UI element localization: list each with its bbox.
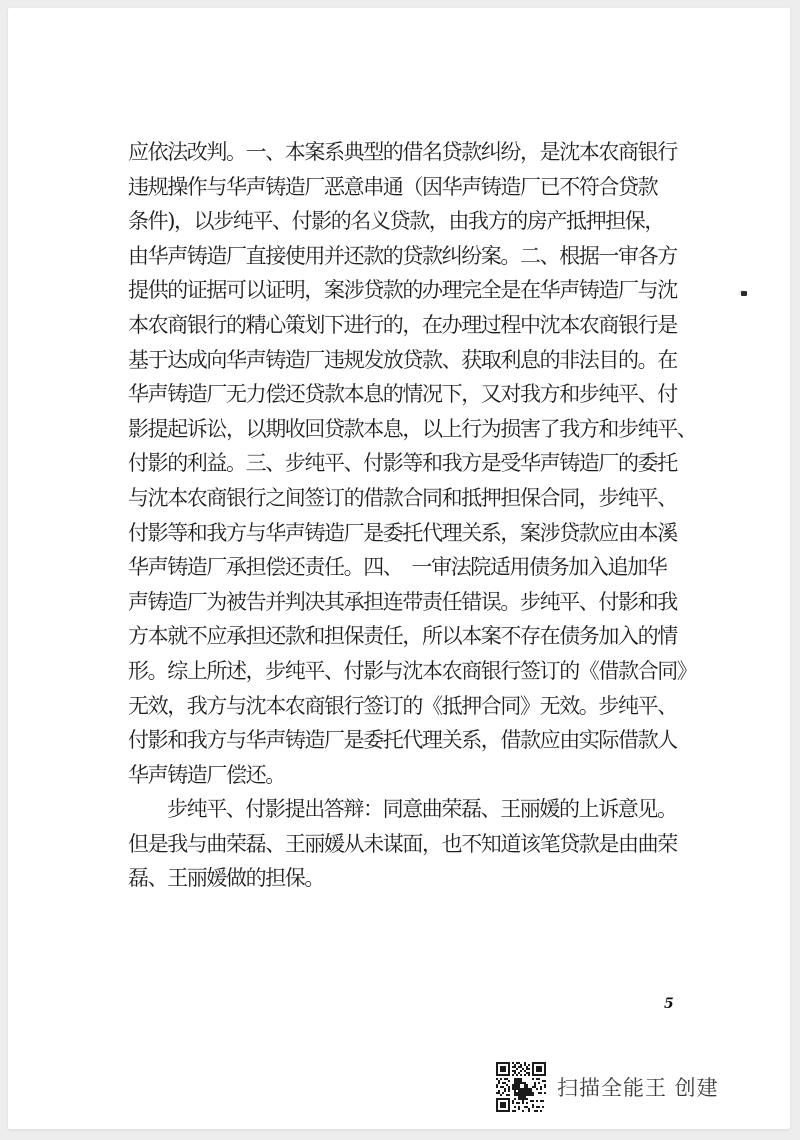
text-line-paragraph-start: 步纯平、付影提出答辩：同意曲荣磊、王丽媛的上诉意见。: [167, 797, 677, 822]
text-line: 华声铸造厂承担偿还责任。四、 一审法院适用债务加入追加华: [128, 555, 667, 580]
document-page: [8, 8, 790, 1129]
text-line: 付影和我方与华声铸造厂是委托代理关系，借款应由实际借款人: [128, 728, 677, 753]
text-line: 违规操作与华声铸造厂恶意串通（因华声铸造厂已不符合贷款: [128, 174, 658, 199]
text-line: 影提起诉讼，以期收回贷款本息，以上行为损害了我方和步纯平、: [128, 416, 697, 441]
text-line: 本农商银行的精心策划下进行的，在办理过程中沈本农商银行是: [128, 312, 677, 337]
document-text: [128, 135, 698, 896]
text-line: 华声铸造厂无力偿还贷款本息的情况下，又对我方和步纯平、付: [128, 382, 677, 407]
scan-artifact-dot: [741, 291, 747, 296]
text-line: 形。综上所述，步纯平、付影与沈本农商银行签订的《借款合同》: [128, 658, 697, 683]
scanner-watermark-label: 扫描全能王 创建: [557, 1076, 719, 1100]
text-line: 由华声铸造厂直接使用并还款的贷款纠纷案。二、根据一审各方: [128, 243, 677, 268]
text-line: 与沈本农商银行之间签订的借款合同和抵押担保合同，步纯平、: [128, 485, 677, 510]
text-line: 声铸造厂为被告并判决其承担连带责任错误。步纯平、付影和我: [128, 589, 677, 614]
text-line: 条件)，以步纯平、付影的名义贷款，由我方的房产抵押担保，: [128, 209, 664, 234]
text-line: 应依法改判。一、本案系典型的借名贷款纠纷，是沈本农商银行: [128, 140, 677, 164]
text-line: 华声铸造厂偿还。: [128, 762, 285, 787]
text-line: 无效，我方与沈本农商银行签订的《抵押合同》无效。步纯平、: [128, 693, 677, 718]
page-number: 5: [664, 996, 674, 1012]
text-line: 但是我与曲荣磊、王丽媛从未谋面，也不知道该笔贷款是由曲荣: [128, 831, 677, 856]
text-line: 付影的利益。三、步纯平、付影等和我方是受华声铸造厂的委托: [128, 451, 677, 476]
text-line: 付影等和我方与华声铸造厂是委托代理关系，案涉贷款应由本溪: [128, 520, 677, 545]
qr-code-icon: [496, 1062, 546, 1112]
text-line: 磊、王丽媛做的担保。: [128, 866, 324, 891]
text-line: 基于达成向华声铸造厂违规发放贷款、获取利息的非法目的。在: [128, 347, 677, 372]
text-line: 方本就不应承担还款和担保责任，所以本案不存在债务加入的情: [128, 624, 677, 649]
text-line: 提供的证据可以证明，案涉贷款的办理完全是在华声铸造厂与沈: [128, 278, 677, 303]
scanner-watermark: [496, 1062, 719, 1112]
